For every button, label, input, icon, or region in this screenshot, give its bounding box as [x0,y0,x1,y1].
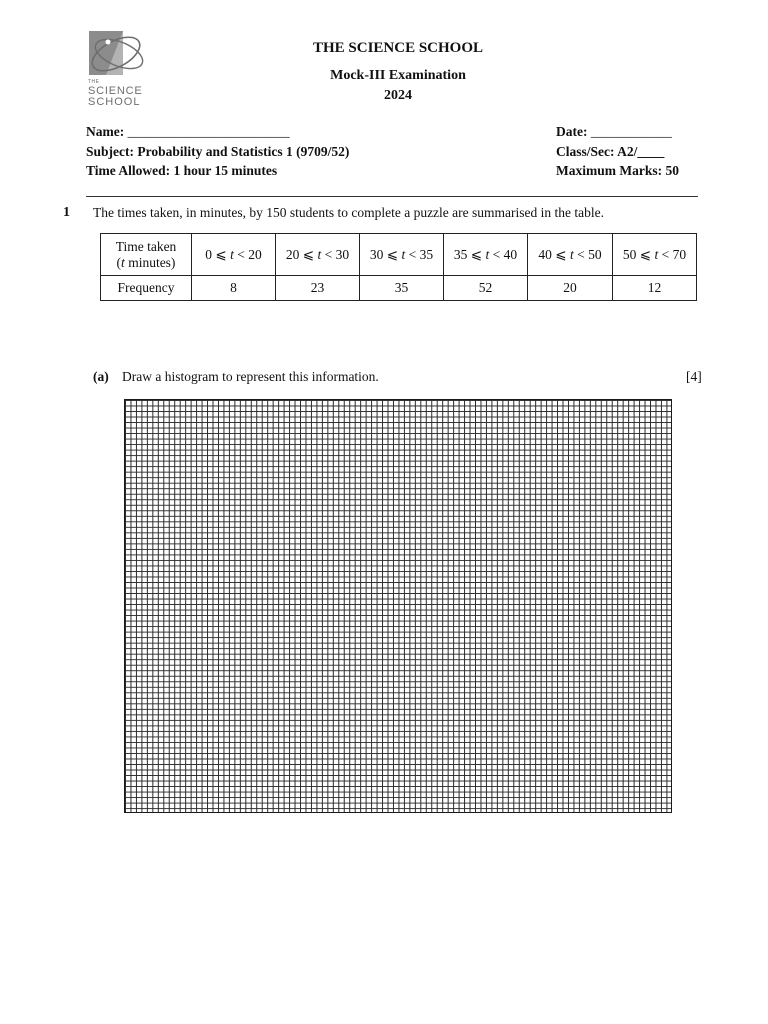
date-blank: ____________ [590,124,672,139]
part-a-marks: [4] [686,369,702,384]
exam-title: Mock-III Examination [330,68,466,83]
interval-cell: 40 ⩽ t < 50 [528,234,613,276]
time-unit-label: minutes) [124,254,176,270]
question-text: The times taken, in minutes, by 150 students to complete a puzzle are summarised in the table. [93,205,604,220]
time-taken-header [101,234,192,276]
part-a-label: (a) [93,369,109,384]
frequency-cell: 12 [613,276,697,301]
graph-paper-grid[interactable] [124,399,672,813]
exam-year: 2024 [384,88,412,103]
table-header-row [101,234,697,276]
frequency-cell: 23 [276,276,360,301]
time-taken-label: Time taken [115,238,177,254]
name-blank: ________________________ [127,124,290,139]
class-section: Class/Sec: A2/____ [556,144,665,159]
name-field [86,124,290,140]
logo-text-the: THE [88,79,100,85]
time-unit-paren: ( [116,254,122,270]
subject-line: Subject: Probability and Statistics 1 (9709/52) [86,144,350,159]
question-number: 1 [63,205,70,220]
frequency-row [101,276,697,301]
name-label: Name: [86,124,125,139]
interval-cell: 35 ⩽ t < 40 [444,234,528,276]
frequency-cell: 52 [444,276,528,301]
frequency-cell: 35 [360,276,444,301]
frequency-table [100,233,697,301]
frequency-cell: 20 [528,276,613,301]
date-label: Date: [556,124,588,139]
date-field [556,124,672,140]
interval-cell: 20 ⩽ t < 30 [276,234,360,276]
header-divider [86,196,698,197]
time-allowed: Time Allowed: 1 hour 15 minutes [86,163,278,178]
time-unit-var: t [121,254,125,270]
interval-cell: 0 ⩽ t < 20 [192,234,276,276]
frequency-label: Frequency [101,276,192,301]
part-a-text: Draw a histogram to represent this information. [122,369,379,384]
logo-text-science: SCIENCE [88,85,143,97]
logo-text-school: SCHOOL [88,96,141,108]
frequency-cell: 8 [192,276,276,301]
maximum-marks: Maximum Marks: 50 [556,163,679,178]
school-title: THE SCIENCE SCHOOL [312,40,484,56]
interval-cell: 30 ⩽ t < 35 [360,234,444,276]
interval-cell: 50 ⩽ t < 70 [613,234,697,276]
